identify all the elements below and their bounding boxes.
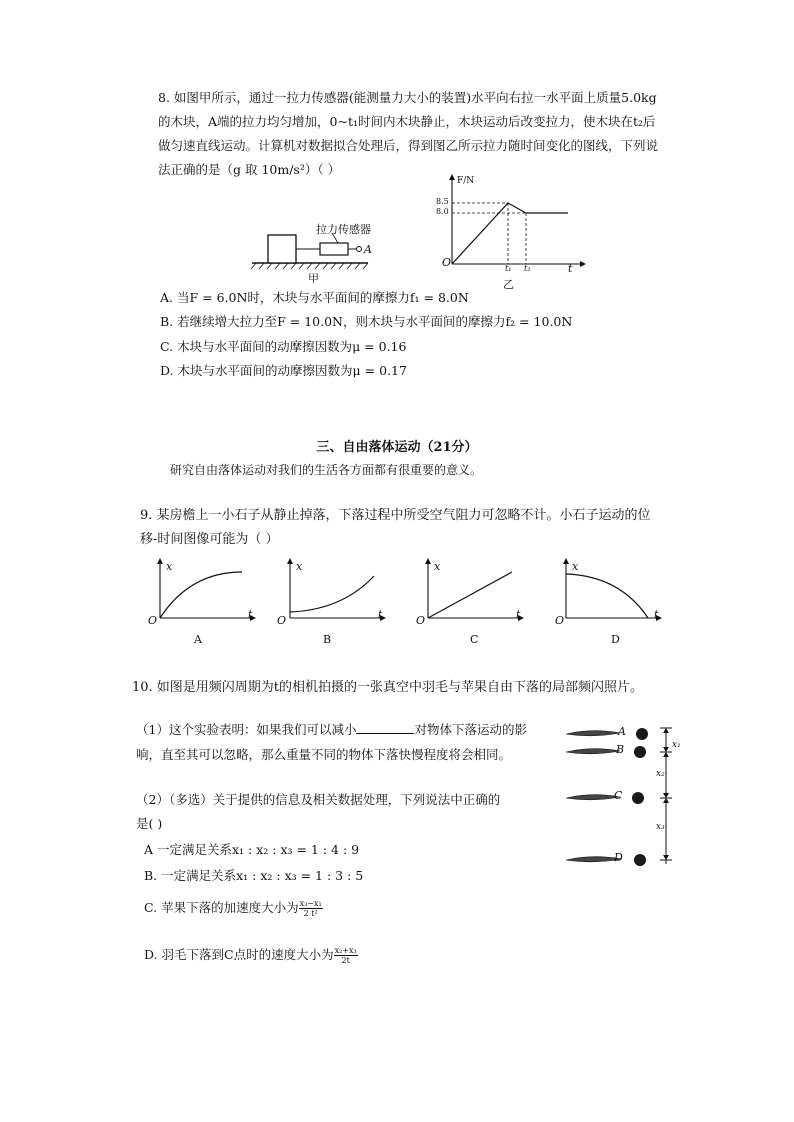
force-curve [452, 203, 568, 264]
curve-b [290, 576, 374, 612]
photo-label-d: D [614, 851, 623, 864]
photo-label-x2: x₂ [656, 769, 665, 779]
apple-c [632, 792, 644, 804]
graph-d-label: D [611, 633, 620, 646]
graph-c-origin: O [416, 614, 426, 627]
answer-blank[interactable] [356, 721, 414, 734]
feather-c [566, 795, 620, 800]
curve-c [428, 572, 512, 618]
q8-line-2: 的木块，A端的拉力均匀增加，0~t₁时间内木块静止，木块运动后改变拉力，使木块在t₂后 [158, 114, 656, 129]
graph-b-origin: O [277, 614, 287, 627]
force-sensor [320, 243, 348, 255]
fraction-c-numerator: x₃−x₁ [299, 899, 322, 908]
origin-o: O [442, 256, 452, 269]
graph-c-y-label: x [434, 560, 441, 573]
end-a-label: A [364, 243, 372, 256]
fraction-c-denominator: 2 t² [303, 909, 318, 918]
q8-option-d: D. 木块与水平面间的动摩擦因数为μ = 0.17 [160, 363, 407, 378]
graph-a-label: A [194, 633, 202, 646]
caption-yi: 乙 [503, 278, 514, 291]
axis-label-t: t [568, 262, 573, 275]
q9-line-1: 9. 某房檐上一小石子从静止掉落，下落过程中所受空气阻力可忽略不计。小石子运动的位 [140, 508, 651, 523]
apple-d [634, 854, 646, 866]
tick-t1: t₁ [505, 264, 512, 273]
graph-a-x-label: t [248, 608, 253, 621]
graph-a-origin: O [148, 614, 158, 627]
q8-line-3: 做匀速直线运动。计算机对数据拟合处理后，得到图乙所示拉力随时间变化的图线，下列说 [158, 138, 659, 153]
section-intro: 研究自由落体运动对我们的生活各方面都有很重要的意义。 [170, 463, 483, 477]
apple-a [636, 728, 648, 740]
q10-option-b: B. 一定满足关系x₁ : x₂ : x₃ = 1 : 3 : 5 [144, 868, 364, 883]
q10-stem: 10. 如图是用频闪周期为t的相机拍摄的一张真空中羽毛与苹果自由下落的局部频闪照片。 [132, 680, 644, 695]
photo-label-a: A [618, 725, 626, 738]
q8-option-a: A. 当F = 6.0N时，木块与水平面间的摩擦力f₁ = 8.0N [160, 290, 469, 305]
curve-d [566, 574, 648, 618]
section-heading: 三、自由落体运动（21分） [316, 440, 478, 455]
q10-option-c-text: C. 苹果下落的加速度大小为 [144, 900, 299, 915]
fraction-d-denominator: 2t [341, 956, 350, 965]
graph-d-origin: O [555, 614, 565, 627]
q10-option-d [144, 945, 358, 965]
graph-d-x-label: t [654, 608, 659, 621]
q8-option-c: C. 木块与水平面间的动摩擦因数为μ = 0.16 [160, 339, 407, 354]
tick-t2: t₂ [524, 264, 531, 273]
graph-d-y-label: x [572, 560, 579, 573]
q10-option-a: A 一定满足关系x₁ : x₂ : x₃ = 1 : 4 : 9 [144, 842, 360, 857]
apple-b [634, 746, 646, 758]
q9-line-2: 移-时间图像可能为（ ） [140, 532, 279, 547]
photo-label-c: C [614, 789, 623, 802]
fraction-d-numerator: x₂+x₃ [334, 946, 357, 955]
fraction-c [299, 899, 323, 918]
q10-p1-line-2: 响，直至其可以忽略，那么重量不同的物体下落快慢程度将会相同。 [136, 747, 512, 762]
caption-jia: 甲 [308, 272, 319, 285]
graph-b-x-label: t [378, 608, 383, 621]
q8-option-b: B. 若继续增大拉力至F = 10.0N，则木块与水平面间的摩擦力f₂ = 10.0N [160, 314, 573, 329]
curve-a [160, 572, 242, 618]
q10-p1-part-a: （1）这个实验表明：如果我们可以减小 [136, 722, 357, 737]
graph-c-x-label: t [516, 608, 521, 621]
feather-a [566, 731, 620, 736]
q8-line-1: 8. 如图甲所示，通过一拉力传感器(能测量力大小的装置)水平向右拉一水平面上质量5.0kg [158, 90, 657, 105]
q8-line-4: 法正确的是（g 取 10m/s²）（ ） [158, 162, 341, 177]
q10-option-d-text: D. 羽毛下落到C点时的速度大小为 [144, 947, 334, 962]
graph-b-label: B [323, 633, 332, 646]
tick-8-0: 8.0 [436, 207, 449, 216]
graph-c-label: C [470, 633, 479, 646]
q10-p1-part-b: 对物体下落运动的影 [414, 722, 527, 737]
photo-label-b: B [616, 743, 625, 756]
q10-p2-line-1: （2）（多选）关于提供的信息及相关数据处理，下列说法中正确的 [136, 792, 501, 807]
graph-a-y-label: x [166, 560, 173, 573]
photo-label-x3: x₃ [656, 822, 665, 832]
end-a-point [357, 247, 362, 252]
axis-label-f: F/N [457, 176, 475, 186]
q10-p2-line-2: 是( ) [136, 816, 163, 831]
q10-p1-line-1 [136, 720, 527, 740]
photo-label-x1: x₁ [672, 740, 681, 750]
q10-option-c [144, 898, 323, 918]
tick-8-5: 8.5 [436, 197, 449, 206]
feather-b [566, 749, 620, 754]
sensor-label: 拉力传感器 [316, 223, 371, 236]
graph-b-y-label: x [296, 560, 303, 573]
fraction-d [334, 946, 358, 965]
wooden-block [268, 235, 296, 263]
